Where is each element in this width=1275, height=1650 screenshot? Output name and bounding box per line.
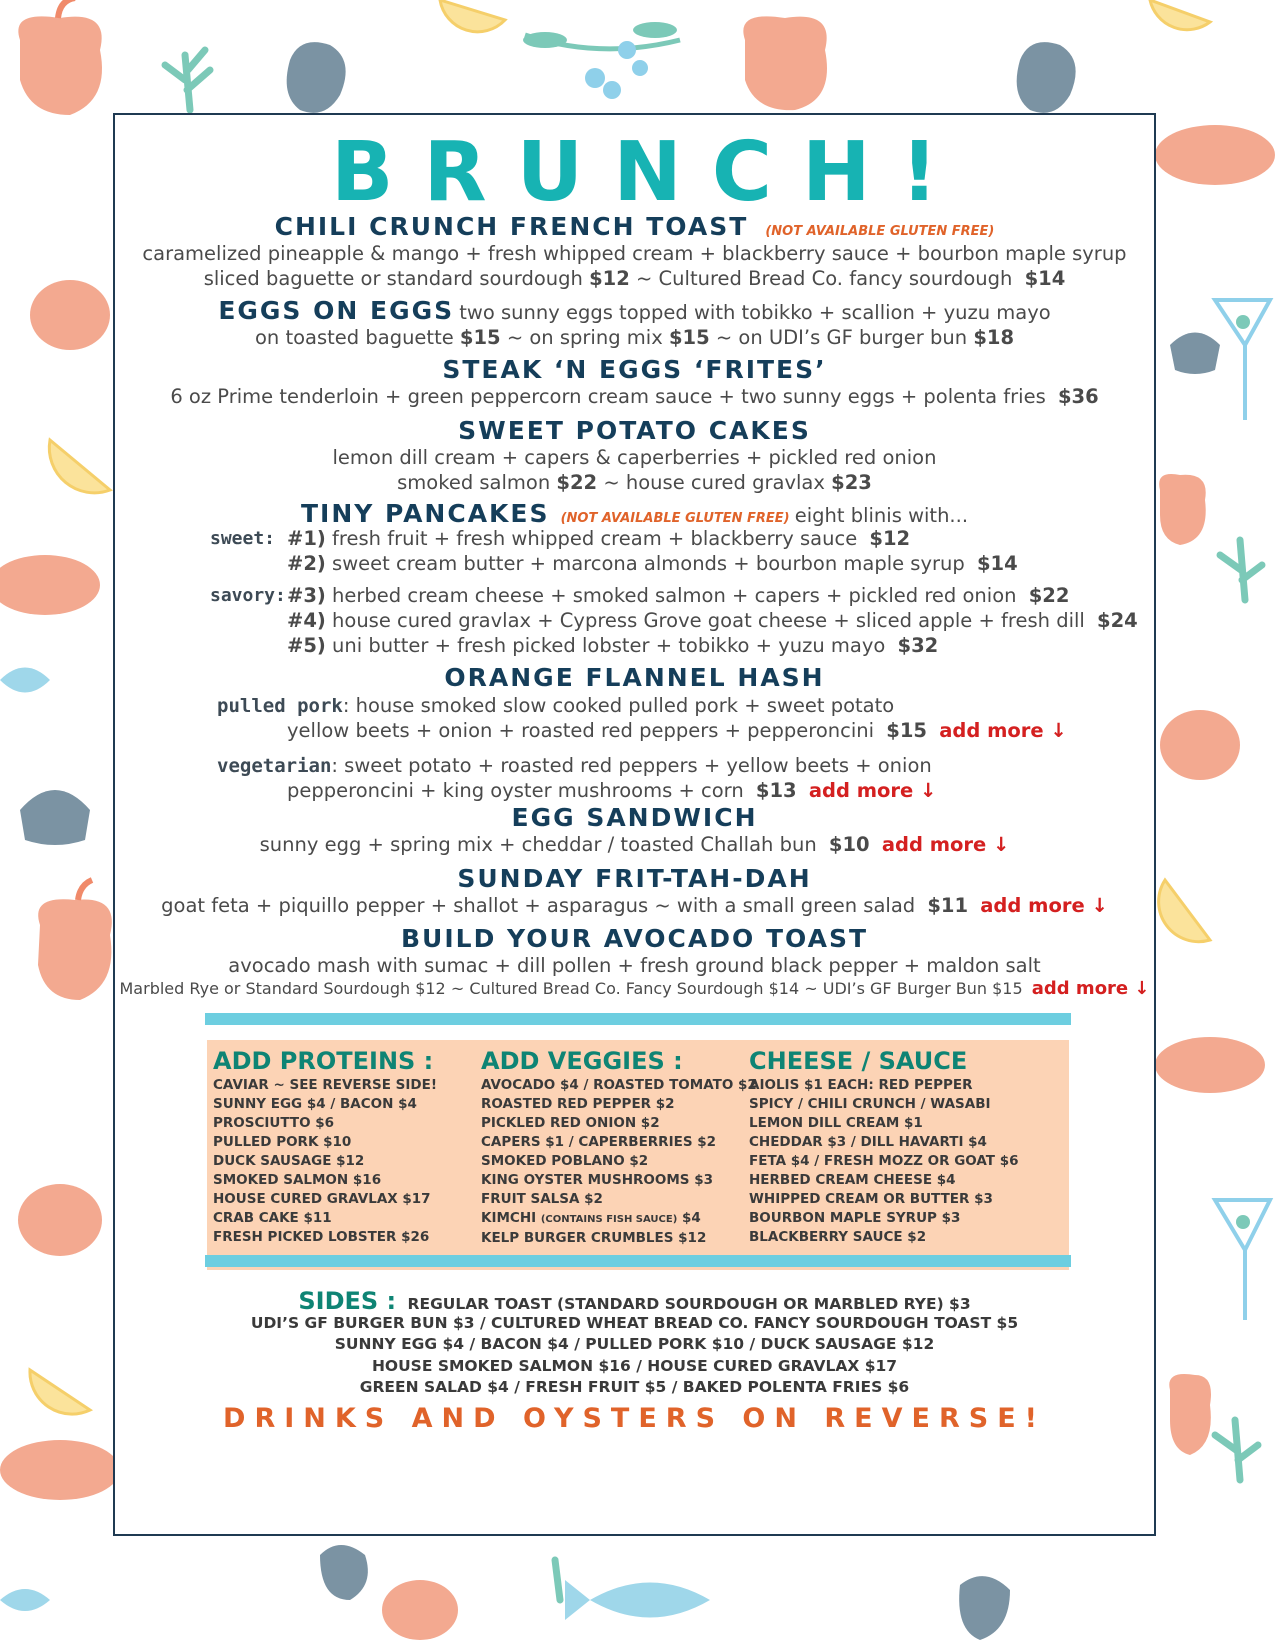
cheese-column <box>749 1046 1018 1247</box>
list-item: DUCK SAUSAGE $12 <box>213 1153 365 1169</box>
list-item: SUNNY EGG $4 / BACON $4 <box>213 1096 417 1112</box>
list-item: AVOCADO $4 / ROASTED TOMATO $2 <box>481 1077 757 1093</box>
pancake-desc: fresh fruit + fresh whipped cream + blackberry sauce <box>332 527 858 550</box>
list-item: KING OYSTER MUSHROOMS $3 <box>481 1172 713 1188</box>
list-item: CAVIAR ~ SEE REVERSE SIDE! <box>213 1077 437 1093</box>
addons-top-bar <box>205 1013 1071 1025</box>
sweet-potato-price2: $23 <box>831 471 872 494</box>
hash-pork-line1 <box>217 693 894 719</box>
list-item: PICKLED RED ONION $2 <box>481 1115 660 1131</box>
steak-title: STEAK ‘N EGGS ‘FRITES’ <box>442 355 827 384</box>
sides-line: HOUSE SMOKED SALMON $16 / HOUSE CURED GRAVLAX $17 <box>371 1357 898 1375</box>
savory-label: savory: <box>210 585 286 606</box>
sweet-potato-title: SWEET POTATO CAKES <box>458 416 811 445</box>
pancakes-suffix: eight blinis with... <box>794 504 969 527</box>
list-item: SPICY / CHILI CRUNCH / WASABI <box>749 1096 991 1112</box>
sweet-label: sweet: <box>210 528 276 549</box>
french-toast-price1: $12 <box>589 267 630 290</box>
pancake-item <box>287 633 938 658</box>
sweet-potato-options <box>115 470 1154 495</box>
add-more-link[interactable]: add more ↓ <box>1031 978 1150 999</box>
pancake-item <box>287 551 1018 576</box>
list-item: CRAB CAKE $11 <box>213 1210 332 1226</box>
menu-card <box>113 113 1156 1536</box>
list-item: CAPERS $1 / CAPERBERRIES $2 <box>481 1134 717 1150</box>
hash-veg-desc1: : sweet potato + roasted red peppers + yellow beets + onion <box>331 754 932 777</box>
steak-desc: 6 oz Prime tenderloin + green peppercorn cream sauce + two sunny eggs + polenta fries <box>170 385 1046 408</box>
pancake-price: $32 <box>897 634 939 657</box>
hash-title-row <box>115 663 1154 692</box>
hash-veg-line2 <box>287 778 936 803</box>
avocado-options-line <box>115 978 1154 1000</box>
pepper-icon <box>1159 474 1211 1455</box>
hash-pork-desc2: yellow beets + onion + roasted red peppers + pepperoncini <box>287 719 875 742</box>
drinks-note: DRINKS AND OYSTERS ON REVERSE! <box>223 1403 1046 1434</box>
eggs-price3: $18 <box>973 326 1015 349</box>
sweet-potato-section <box>115 416 1154 495</box>
list-item: FRUIT SALSA $2 <box>481 1191 603 1207</box>
avocado-options: Marbled Rye or Standard Sourdough $12 ~ Cultured Bread Co. Fancy Sourdough $14 ~ UDI’s GF Burger Bun $15 <box>119 979 1023 998</box>
pancake-desc: house cured gravlax + Cypress Grove goat cheese + sliced apple + fresh dill <box>332 609 1085 632</box>
avocado-section <box>115 924 1154 1000</box>
sides-line: UDI’S GF BURGER BUN $3 / CULTURED WHEAT BREAD CO. FANCY SOURDOUGH TOAST $5 <box>250 1314 1019 1332</box>
list-item: HOUSE CURED GRAVLAX $17 <box>213 1191 431 1207</box>
proteins-column <box>213 1046 437 1247</box>
hash-veg-price: $13 <box>755 779 797 802</box>
pancakes-note: (NOT AVAILABLE GLUTEN FREE) <box>560 511 790 526</box>
sides-heading-row <box>115 1287 1154 1315</box>
page-title: BRUNCH! <box>330 125 969 220</box>
sides-line: GREEN SALAD $4 / FRESH FRUIT $5 / BAKED POLENTA FRIES $6 <box>359 1378 910 1396</box>
pancake-item <box>287 526 910 551</box>
eggs-on-eggs-options <box>115 325 1154 350</box>
list-item: PULLED PORK $10 <box>213 1134 352 1150</box>
fritah-line <box>115 893 1154 918</box>
list-item <box>481 1209 757 1229</box>
blueberry-branch-icon <box>523 22 680 99</box>
french-toast-opt2: ~ Cultured Bread Co. fancy sourdough <box>636 267 1013 290</box>
fritah-section <box>115 864 1154 918</box>
list-item: AIOLIS $1 EACH: RED PEPPER <box>749 1077 973 1093</box>
pancakes-title-row <box>115 499 1154 528</box>
kimchi-label: KIMCHI <box>481 1210 537 1226</box>
eggs-on-eggs-section <box>115 296 1154 350</box>
pancake-num: #3) <box>287 584 326 607</box>
list-item: BOURBON MAPLE SYRUP $3 <box>749 1210 961 1226</box>
avocado-title: BUILD YOUR AVOCADO TOAST <box>400 924 869 953</box>
add-more-link[interactable]: add more ↓ <box>808 779 937 802</box>
sweet-potato-opt1: smoked salmon <box>397 471 551 494</box>
list-item: SMOKED SALMON $16 <box>213 1172 382 1188</box>
steak-section <box>115 355 1154 409</box>
sides-line: SUNNY EGG $4 / BACON $4 / PULLED PORK $10 / DUCK SAUSAGE $12 <box>334 1335 935 1353</box>
pancake-desc: herbed cream cheese + smoked salmon + capers + pickled red onion <box>332 584 1017 607</box>
sweet-potato-opt2: ~ house cured gravlax <box>603 471 825 494</box>
avocado-desc: avocado mash with sumac + dill pollen + fresh ground black pepper + maldon salt <box>228 954 1041 977</box>
eggs-opt2: ~ on spring mix <box>506 326 663 349</box>
eggs-on-eggs-desc: two sunny eggs topped with tobikko + scallion + yuzu mayo <box>459 301 1051 324</box>
list-item: CHEDDAR $3 / DILL HAVARTI $4 <box>749 1134 987 1150</box>
fritah-desc: goat feta + piquillo pepper + shallot + asparagus ~ with a small green salad <box>161 894 916 917</box>
french-toast-title: CHILI CRUNCH FRENCH TOAST <box>274 212 749 241</box>
hash-veg-desc2: pepperoncini + king oyster mushrooms + corn <box>287 779 744 802</box>
french-toast-note: (NOT AVAILABLE GLUTEN FREE) <box>765 224 995 239</box>
list-item: FRESH PICKED LOBSTER $26 <box>213 1229 430 1245</box>
pancake-price: $12 <box>869 527 911 550</box>
egg-sandwich-title: EGG SANDWICH <box>511 803 758 832</box>
eggs-opt1: on toasted baguette <box>254 326 454 349</box>
pancake-num: #2) <box>287 552 326 575</box>
eggs-price1: $15 <box>459 326 501 349</box>
veggies-column <box>481 1046 757 1248</box>
list-item: LEMON DILL CREAM $1 <box>749 1115 923 1131</box>
list-item: KELP BURGER CRUMBLES $12 <box>481 1230 707 1246</box>
addons-bottom-bar <box>205 1255 1071 1267</box>
addons-box <box>207 1040 1069 1270</box>
hash-veg-label: vegetarian <box>217 755 332 777</box>
french-toast-options <box>115 266 1154 291</box>
hash-pork-desc1: : house smoked slow cooked pulled pork + sweet potato <box>342 694 895 717</box>
pancake-num: #4) <box>287 609 326 632</box>
pancakes-title: TINY PANCAKES <box>300 499 550 528</box>
sweet-potato-price1: $22 <box>556 471 598 494</box>
french-toast-desc: caramelized pineapple & mango + fresh whipped cream + blackberry sauce + bourbon maple syrup <box>142 242 1127 265</box>
hash-veg-line1 <box>217 753 932 779</box>
french-toast-opt1: sliced baguette or standard sourdough <box>203 267 583 290</box>
pepper-icon <box>743 16 827 110</box>
list-item: HERBED CREAM CHEESE $4 <box>749 1172 956 1188</box>
fritah-price: $11 <box>927 894 969 917</box>
hash-pork-line2 <box>287 718 1067 743</box>
pancake-desc: uni butter + fresh picked lobster + tobikko + yuzu mayo <box>332 634 886 657</box>
pancake-num: #5) <box>287 634 326 657</box>
pancake-desc: sweet cream butter + marcona almonds + bourbon maple syrup <box>332 552 965 575</box>
kimchi-price: $4 <box>682 1210 701 1226</box>
egg-sandwich-line <box>115 832 1154 857</box>
veggies-heading: ADD VEGGIES : <box>481 1047 683 1075</box>
list-item: FETA $4 / FRESH MOZZ OR GOAT $6 <box>749 1153 1019 1169</box>
egg-sandwich-desc: sunny egg + spring mix + cheddar / toasted Challah bun <box>259 833 817 856</box>
pepper-icon <box>38 880 112 1000</box>
pancake-num: #1) <box>287 527 326 550</box>
pancake-price: $24 <box>1097 609 1138 632</box>
sweet-potato-desc: lemon dill cream + capers & caperberries + pickled red onion <box>332 446 937 469</box>
eggs-on-eggs-title: EGGS ON EGGS <box>218 296 455 325</box>
eggs-opt3: ~ on UDI’s GF burger bun <box>715 326 968 349</box>
steak-desc-line <box>115 384 1154 409</box>
hash-title: ORANGE FLANNEL HASH <box>444 663 825 692</box>
pancake-price: $22 <box>1028 584 1070 607</box>
proteins-heading: ADD PROTEINS : <box>213 1047 434 1075</box>
pepper-icon <box>18 0 102 115</box>
french-toast-section <box>115 212 1154 291</box>
list-item: WHIPPED CREAM OR BUTTER $3 <box>749 1191 993 1207</box>
pancake-item <box>287 608 1138 633</box>
list-item: PROSCIUTTO $6 <box>213 1115 335 1131</box>
sides-heading: SIDES : <box>298 1287 397 1315</box>
hash-pork-price: $15 <box>886 719 927 742</box>
sides-line: REGULAR TOAST (STANDARD SOURDOUGH OR MARBLED RYE) $3 <box>407 1295 971 1313</box>
list-item: SMOKED POBLANO $2 <box>481 1153 649 1169</box>
add-more-link[interactable]: add more ↓ <box>881 833 1010 856</box>
steak-price: $36 <box>1057 385 1099 408</box>
martini-icon <box>1215 300 1270 1320</box>
list-item: BLACKBERRY SAUCE $2 <box>749 1229 927 1245</box>
hash-pork-label: pulled pork <box>217 695 343 717</box>
egg-sandwich-section <box>115 803 1154 857</box>
pancake-price: $14 <box>976 552 1018 575</box>
add-more-link[interactable]: add more ↓ <box>939 719 1067 742</box>
kimchi-note: (CONTAINS FISH SAUCE) <box>540 1214 678 1225</box>
eggs-price2: $15 <box>668 326 710 349</box>
fritah-title: SUNDAY FRIT-TAH-DAH <box>457 864 812 893</box>
french-toast-price2: $14 <box>1024 267 1066 290</box>
list-item: ROASTED RED PEPPER $2 <box>481 1096 675 1112</box>
egg-sandwich-price: $10 <box>828 833 870 856</box>
add-more-link[interactable]: add more ↓ <box>980 894 1108 917</box>
pancake-item <box>287 583 1069 608</box>
cheese-heading: CHEESE / SAUCE <box>749 1047 968 1075</box>
